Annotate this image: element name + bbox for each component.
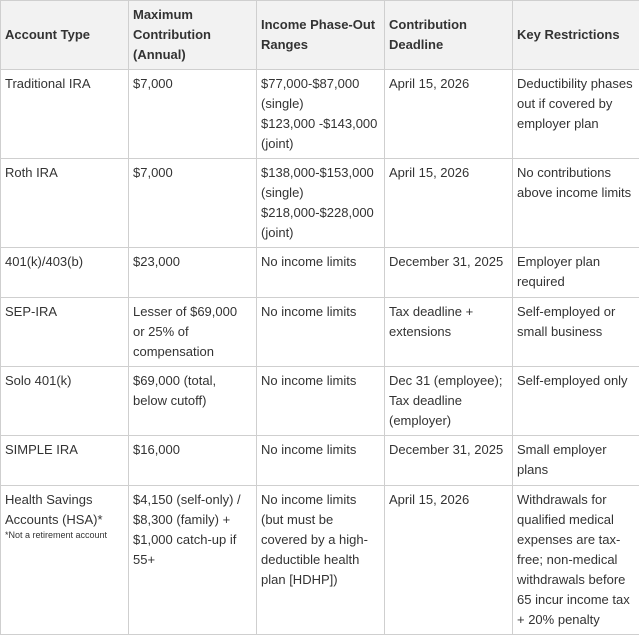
phase-out-line: $138,000-$153,000 (single)	[261, 163, 380, 203]
cell-key-restrictions: Small employer plans	[513, 436, 639, 486]
table-row	[1, 70, 639, 159]
account-type-text: Health Savings Accounts (HSA)*	[5, 490, 124, 530]
cell-income-phase-out	[257, 486, 385, 635]
account-type-text: Roth IRA	[5, 163, 124, 183]
table-row	[1, 248, 639, 298]
cell-key-restrictions: Employer plan required	[513, 248, 639, 298]
phase-out-line: No income limits	[261, 302, 380, 322]
header-row	[1, 1, 639, 70]
cell-income-phase-out	[257, 70, 385, 159]
cell-key-restrictions: Withdrawals for qualified medical expenses are tax-free; non-medical withdrawals before 65 incur income tax + 20% penalty	[513, 486, 639, 635]
account-type-text: 401(k)/403(b)	[5, 252, 124, 272]
cell-contribution-deadline: April 15, 2026	[385, 486, 513, 635]
cell-maximum-contribution: $7,000	[129, 159, 257, 248]
cell-maximum-contribution: $23,000	[129, 248, 257, 298]
cell-key-restrictions: Self-employed only	[513, 367, 639, 436]
cell-income-phase-out	[257, 298, 385, 367]
table-row	[1, 367, 639, 436]
cell-key-restrictions: Deductibility phases out if covered by employer plan	[513, 70, 639, 159]
header-maximum-contribution: Maximum Contribution (Annual)	[129, 1, 257, 70]
cell-account-type	[1, 70, 129, 159]
table-body	[1, 70, 639, 635]
header-account-type: Account Type	[1, 1, 129, 70]
cell-account-type	[1, 486, 129, 635]
header-contribution-deadline: Contribution Deadline	[385, 1, 513, 70]
phase-out-line: No income limits	[261, 252, 380, 272]
cell-account-type	[1, 367, 129, 436]
cell-account-type	[1, 298, 129, 367]
cell-maximum-contribution: $16,000	[129, 436, 257, 486]
cell-account-type	[1, 159, 129, 248]
cell-contribution-deadline: December 31, 2025	[385, 436, 513, 486]
account-type-text: SEP-IRA	[5, 302, 124, 322]
cell-key-restrictions: Self-employed or small business	[513, 298, 639, 367]
table-row	[1, 298, 639, 367]
header-key-restrictions: Key Restrictions	[513, 1, 639, 70]
table-header	[1, 1, 639, 70]
table-row	[1, 436, 639, 486]
account-type-text: SIMPLE IRA	[5, 440, 124, 460]
phase-out-line: $123,000 -$143,000 (joint)	[261, 114, 380, 154]
cell-contribution-deadline: April 15, 2026	[385, 70, 513, 159]
phase-out-line: $218,000-$228,000 (joint)	[261, 203, 380, 243]
cell-maximum-contribution: Lesser of $69,000 or 25% of compensation	[129, 298, 257, 367]
cell-contribution-deadline: Dec 31 (employee); Tax deadline (employer)	[385, 367, 513, 436]
phase-out-line: No income limits	[261, 371, 380, 391]
phase-out-line: No income limits	[261, 440, 380, 460]
table-row	[1, 159, 639, 248]
cell-maximum-contribution: $4,150 (self-only) / $8,300 (family) + $1,000 catch-up if 55+	[129, 486, 257, 635]
cell-contribution-deadline: April 15, 2026	[385, 159, 513, 248]
cell-contribution-deadline: December 31, 2025	[385, 248, 513, 298]
cell-income-phase-out	[257, 436, 385, 486]
cell-maximum-contribution: $7,000	[129, 70, 257, 159]
header-income-phase-out: Income Phase-Out Ranges	[257, 1, 385, 70]
cell-contribution-deadline: Tax deadline + extensions	[385, 298, 513, 367]
cell-account-type	[1, 436, 129, 486]
cell-maximum-contribution: $69,000 (total, below cutoff)	[129, 367, 257, 436]
account-type-text: Solo 401(k)	[5, 371, 124, 391]
phase-out-line: No income limits (but must be covered by a high-deductible health plan [HDHP])	[261, 490, 380, 590]
cell-income-phase-out	[257, 367, 385, 436]
cell-key-restrictions: No contributions above income limits	[513, 159, 639, 248]
account-footnote: *Not a retirement account	[5, 530, 124, 541]
cell-income-phase-out	[257, 248, 385, 298]
cell-account-type	[1, 248, 129, 298]
phase-out-line: $77,000-$87,000 (single)	[261, 74, 380, 114]
cell-income-phase-out	[257, 159, 385, 248]
account-type-text: Traditional IRA	[5, 74, 124, 94]
table-row	[1, 486, 639, 635]
